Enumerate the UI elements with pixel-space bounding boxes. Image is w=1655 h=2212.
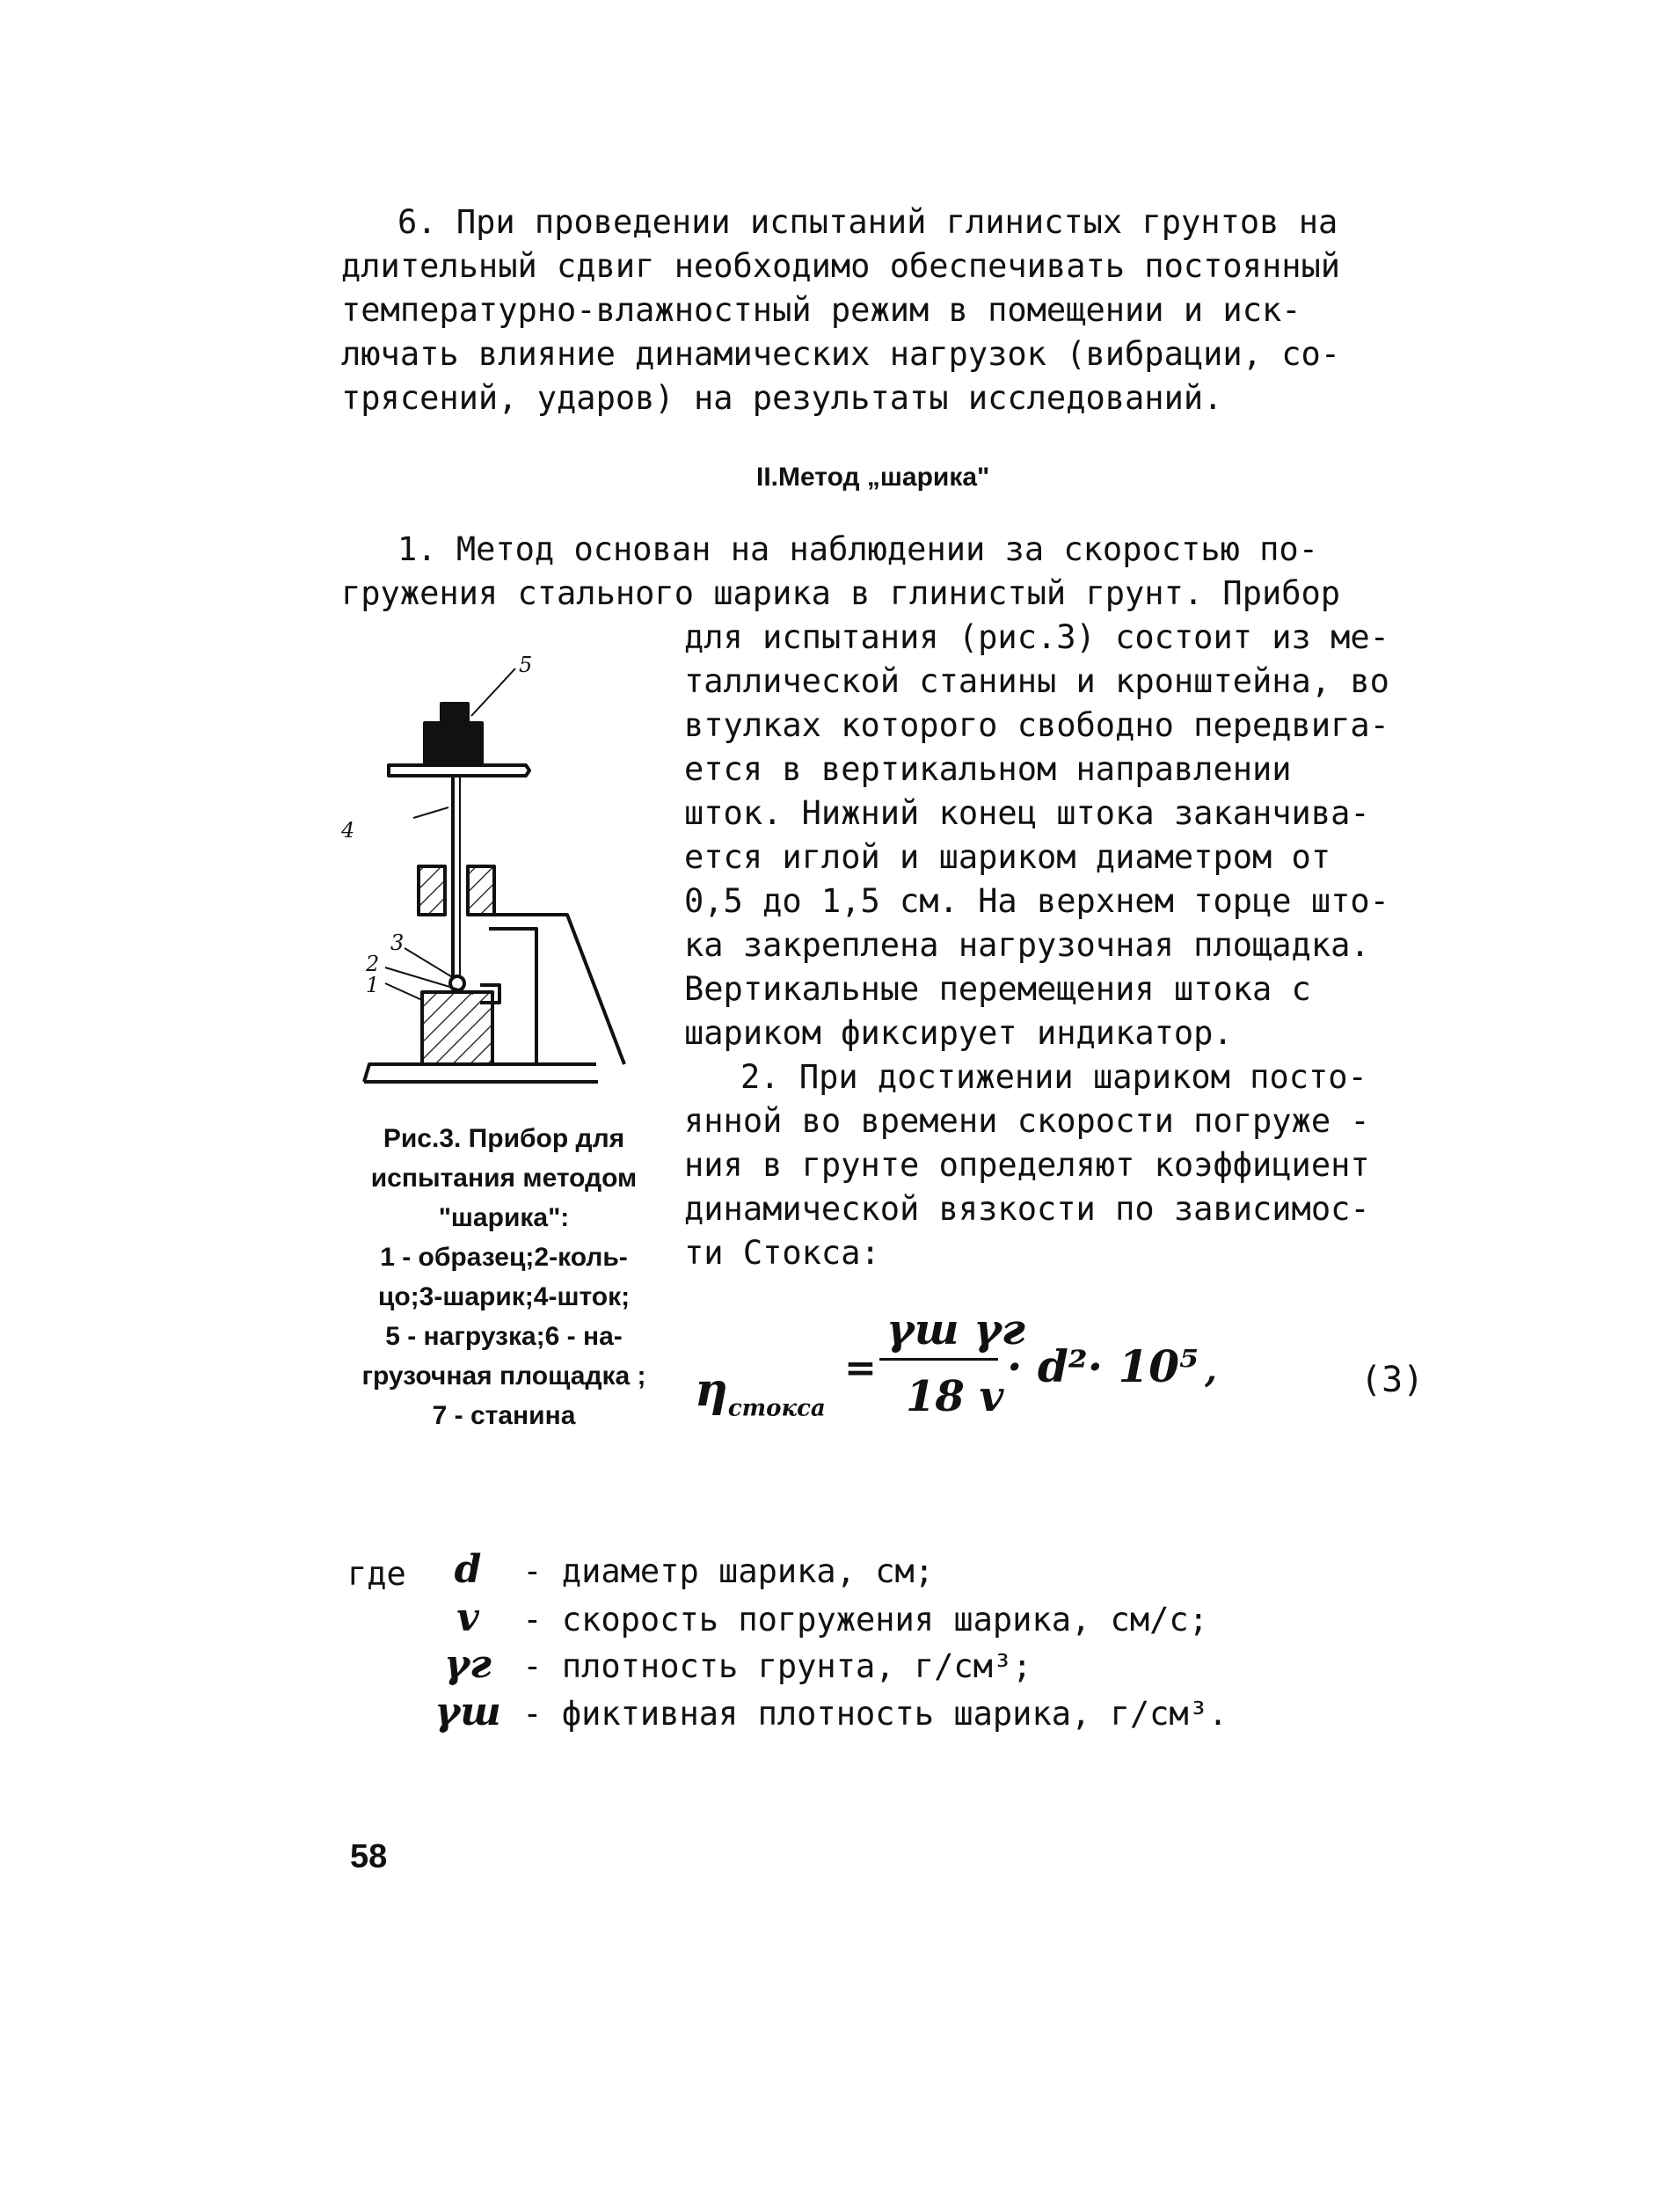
paragraph-line: для испытания (рис.3) состоит из ме- — [684, 618, 1389, 656]
leader-line — [405, 948, 454, 978]
device-figure — [325, 651, 677, 1099]
figure-label: 3 — [390, 931, 405, 955]
paragraph-line: 2. При достижении шариком посто- — [740, 1058, 1367, 1096]
frame — [489, 915, 624, 1064]
figure-label: 4 — [341, 818, 355, 843]
base-plate — [364, 1064, 598, 1082]
legend-symbol: d — [454, 1547, 482, 1592]
legend-text: - фиктивная плотность шарика, г/см³. — [522, 1695, 1228, 1733]
formula-lhs-subscript: стокса — [727, 1395, 826, 1422]
paragraph-line: 1. Метод основан на наблюдении за скоростью по- — [397, 530, 1318, 568]
caption-line: 7 - станина — [432, 1401, 576, 1430]
bushing-right — [468, 866, 494, 915]
figure-label: 5 — [519, 653, 533, 677]
caption-line: цо;3-шарик;4-шток; — [377, 1282, 631, 1311]
intro-line: лючать влияние динамических нагрузок (вибрации, со- — [341, 335, 1341, 373]
legend-text: - скорость погружения шарика, см/с; — [522, 1601, 1208, 1639]
paragraph-line: ка закреплена нагрузочная площадка. — [684, 926, 1370, 964]
paragraph-line: таллической станины и кронштейна, во — [684, 662, 1389, 700]
leader-line — [471, 668, 515, 716]
formula-equals: = — [844, 1346, 877, 1391]
formula-rest: · d²· 10⁵ — [1007, 1340, 1199, 1392]
caption-line: "шарика": — [438, 1203, 570, 1232]
paragraph-line: ется иглой и шариком диаметром от — [684, 838, 1331, 876]
paragraph-line: ется в вертикальном направлении — [684, 750, 1292, 788]
section-heading: II.Метод „шарика" — [756, 463, 990, 492]
equation-number: (3) — [1360, 1360, 1425, 1400]
figure-label: 1 — [366, 973, 380, 997]
legend-row — [433, 1643, 1032, 1688]
caption-line: Рис.3. Прибор для — [383, 1124, 625, 1153]
legend-symbol: γг — [444, 1642, 492, 1687]
legend-row — [433, 1596, 1208, 1641]
legend-text: - диаметр шарика, см; — [522, 1552, 935, 1590]
bushing-left — [419, 866, 445, 915]
caption-line: 1 - образец;2-коль- — [380, 1243, 628, 1272]
legend-prefix: где — [347, 1555, 406, 1593]
caption-line: испытания методом — [370, 1164, 638, 1193]
paragraph-line: Вертикальные перемещения штока с — [684, 970, 1311, 1008]
paragraph-line: шток. Нижний конец штока заканчива- — [684, 794, 1370, 832]
fraction-bar — [879, 1358, 998, 1361]
caption-line: 5 - нагрузка;6 - на- — [385, 1322, 623, 1351]
intro-line: длительный сдвиг необходимо обеспечивать постоянный — [341, 247, 1341, 285]
stokes-formula — [695, 1302, 1486, 1442]
legend-row — [433, 1548, 934, 1593]
paragraph-line: 0,5 до 1,5 см. На верхнем торце што- — [684, 882, 1389, 920]
intro-line: 6. При проведении испытаний глинистых грунтов на — [397, 203, 1338, 241]
formula-denominator: 18 v — [906, 1372, 1004, 1421]
weight-block — [425, 723, 482, 765]
paragraph-line: шариком фиксирует индикатор. — [684, 1014, 1233, 1052]
weight-top — [441, 704, 468, 725]
intro-line: трясений, ударов) на результаты исследований. — [341, 379, 1223, 417]
leader-line — [413, 807, 448, 818]
paragraph-line: динамической вязкости по зависимос- — [684, 1190, 1370, 1228]
legend-text: - плотность грунта, г/см³; — [522, 1647, 1032, 1685]
paragraph-line: ния в грунте определяют коэффициент — [684, 1146, 1370, 1184]
formula-lhs: $\eta_{стокса}$ — [695, 1363, 826, 1422]
formula-comma: , — [1205, 1349, 1217, 1391]
paragraph-line: гружения стального шарика в глинистый грунт. Прибор — [341, 574, 1341, 612]
paragraph-line: янной во времени скорости погруже - — [684, 1102, 1370, 1140]
leader-line — [385, 983, 424, 1001]
legend-row — [433, 1690, 1228, 1735]
legend-symbol: γш — [434, 1690, 501, 1734]
figure-caption — [324, 1119, 684, 1435]
caption-line: грузочная площадка ; — [361, 1362, 646, 1391]
legend-symbol: v — [456, 1595, 479, 1640]
figure-label: 2 — [366, 952, 380, 976]
intro-line: температурно-влажностный режим в помещении и иск- — [341, 291, 1301, 329]
paragraph-line: ти Стокса: — [684, 1234, 880, 1272]
paragraph-line: втулках которого свободно передвига- — [684, 706, 1389, 744]
page-number: 58 — [350, 1838, 388, 1875]
formula-numerator: γш γг — [886, 1305, 1025, 1354]
